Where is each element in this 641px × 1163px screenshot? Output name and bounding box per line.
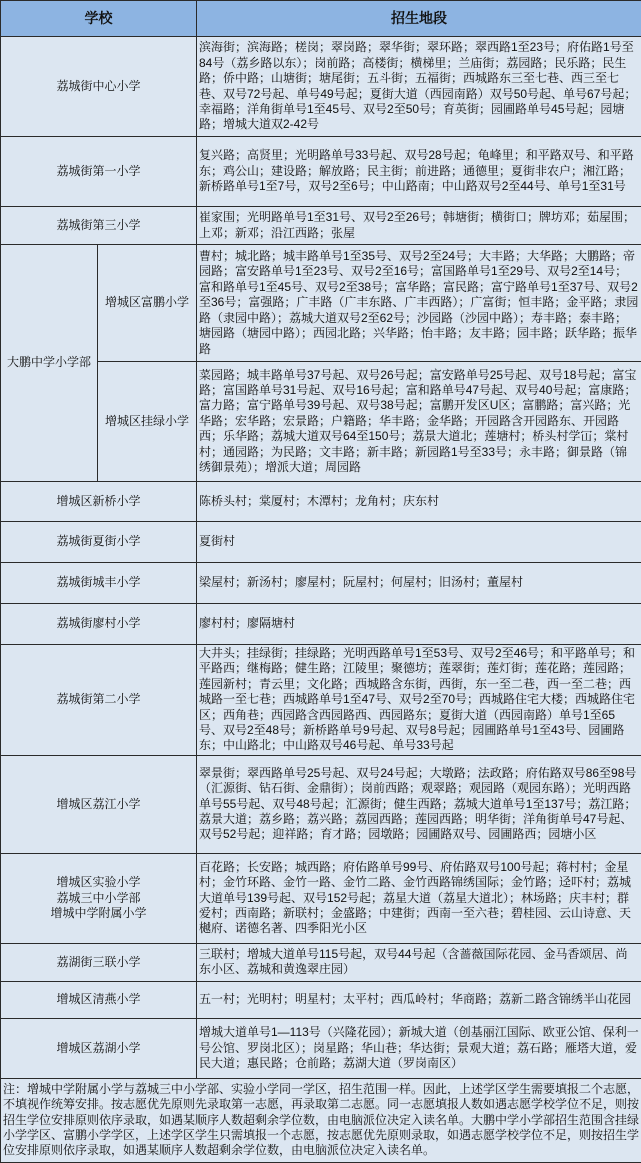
group-school-name: 大鹏中学小学部 bbox=[1, 245, 98, 482]
school-name: 荔湖街三联小学 bbox=[1, 943, 197, 981]
school-name: 荔城街城丰小学 bbox=[1, 563, 197, 604]
table-row bbox=[1, 207, 641, 245]
table-row bbox=[1, 522, 641, 563]
school-name: 增城区荔湖小学 bbox=[1, 1018, 197, 1078]
enrollment-area: 梁屋村；新汤村；廖屋村；阮屋村；何屋村；旧汤村；董屋村 bbox=[197, 563, 641, 604]
school-name: 增城区荔江小学 bbox=[1, 755, 197, 853]
table-row bbox=[1, 37, 641, 137]
table-row bbox=[1, 981, 641, 1018]
school-name: 荔城街廖村小学 bbox=[1, 604, 197, 645]
school-name: 增城区富鹏小学 bbox=[98, 245, 197, 362]
table-row bbox=[1, 645, 641, 756]
school-name: 荔城街第一小学 bbox=[1, 137, 197, 207]
table-row bbox=[1, 943, 641, 981]
table-row bbox=[1, 604, 641, 645]
note-row bbox=[1, 1078, 641, 1162]
table-row bbox=[1, 755, 641, 853]
school-name: 增城区实验小学 荔城三中小学部 增城中学附属小学 bbox=[1, 853, 197, 943]
header-school: 学校 bbox=[1, 1, 197, 37]
enrollment-area: 五一村；光明村；明星村；太平村；西瓜岭村；华商路；荔新二路含锦绣半山花园 bbox=[197, 981, 641, 1018]
enrollment-area: 增城大道单号1—113号（兴隆花园）；新城大道（创基丽江国际、欧亚公馆、保利一号公馆、罗岗北区）；岗星路；华山巷；华达街；景观大道；荔石路；雁塔大道，爱民大道；惠民路；仓前路；荔湖大道（罗岗南区） bbox=[197, 1018, 641, 1078]
enrollment-area: 翠景街；翠西路单号25号起、双号24号起；大墩路；法政路；府佑路双号86至98号（汇源街、钻石街、金鼎街）；岗前西路；观翠路；观园路（观园东路）；光明西路单号55号起、双号48号起；汇源街；健生西路；荔城大道单号1至137号；荔江路；荔景大道；荔乡路；荔兴路；荔园西路；莲园西路；明华街；洋角街单号47号起、双号52号起；迎祥路；育才路；园墩路；园圃路双号、园圃路西；园塘小区 bbox=[197, 755, 641, 853]
enrollment-area: 陈桥头村；棠厦村；木潭村；龙角村；庆东村 bbox=[197, 482, 641, 522]
school-name: 荔城街中心小学 bbox=[1, 37, 197, 137]
school-name: 增城区清燕小学 bbox=[1, 981, 197, 1018]
enrollment-area: 三联村；增城大道单号115号起，双号44号起（含蔷薇国际花园、金马香颂居、尚东小区、荔城和黄逸翠庄园） bbox=[197, 943, 641, 981]
school-name: 增城区新桥小学 bbox=[1, 482, 197, 522]
enrollment-area: 夏街村 bbox=[197, 522, 641, 563]
school-name: 荔城街夏街小学 bbox=[1, 522, 197, 563]
table-row bbox=[1, 482, 641, 522]
enrollment-area: 廖村村；廖隔塘村 bbox=[197, 604, 641, 645]
header-area: 招生地段 bbox=[197, 1, 641, 37]
table-row bbox=[1, 563, 641, 604]
enrollment-area: 百花路；长安路；城西路；府佑路单号99号、府佑路双号100号起；蒋村村；金星村；金竹环路、金竹一路、金竹二路、金竹西路锦绣国际；金竹路；迳吓村；荔城大道单号139号起、双号152号起；荔星大道（荔星大道北）；林场路；庆丰村；群爱村；西南路；新联村；金盛路；中建街；西南一至六巷；碧桂园、云山诗意、天樾府、诺德名著、四季阳光小区 bbox=[197, 853, 641, 943]
enrollment-area: 菜园路；城丰路单号37号起、双号26号起；富安路单号25号起、双号18号起；富宝路；富国路单号31号起、双号16号起；富和路单号47号起、双号40号起；富康路；富力路；富宁路单号39号起、双号38号起；富鹏开发区U区；富鹏路；富兴路；光华路；宏华路；宏景路；户籍路；华丰路；金华路；开园路含开园路东、开园路西；乐华路；荔城大道双号64至150号；荔景大道北；莲塘村；桥头村学冚；棠村村；通园路；为民路；文丰路；新丰路；新园路1号至33号；永丰路；御景路（锦绣御景苑）；增派大道；周园路 bbox=[197, 362, 641, 482]
footnote: 注：增城中学附属小学与荔城三中小学部、实验小学同一学区，招生范围一样。因此，上述学区学生需要填报二个志愿，不填视作统筹安排。按志愿优先原则先录取第一志愿，再录取第二志愿。同一志愿填报人数如遇志愿学校学位不足，则按招生学位安排原则依序录取，如遇某顺序人数超剩余学位数，由电脑派位决定入读名单。大鹏中学小学部招生范围含挂绿小学学区、富鹏小学学区，上述学区学生只需填报一个志愿，按志愿优先原则录取，如遇志愿学校学位不足，则按招生学位安排原则依序录取，如遇某顺序人数超剩余学位数，由电脑派位决定入读名单。 bbox=[1, 1078, 641, 1162]
school-name: 荔城街第三小学 bbox=[1, 207, 197, 245]
header-row bbox=[1, 1, 641, 37]
enrollment-area: 滨海街；滨海路；槎岗；翠岗路；翠华街；翠环路；翠西路1至23号；府佑路1号至84号（荔乡路以东）；岗前路；高楼街；横梯里；兰庙街；荔园路；民乐路；民生路；侨中路；山塘街；塘尾街；五斗街；五福街；西城路东三至七巷、西三至七巷、双号72号起、单号49号起；夏街大道（西园南路）双号50号起、单号67号起；幸福路；洋角街单号1至45号、双号2至50号；育英街；园圃路单号45号起；园塘路；增城大道双2-42号 bbox=[197, 37, 641, 137]
enrollment-area: 崔家围；光明路单号1至31号、双号2至26号；韩塘街；横街口；牌坊邓；茹屋围；上邓；新邓；沿江西路；张屋 bbox=[197, 207, 641, 245]
table-row bbox=[1, 1018, 641, 1078]
table-row bbox=[1, 362, 641, 482]
enrollment-area: 大井头；挂绿街；挂绿路；光明西路单号1至53号、双号2至46号；和平路单号；和平路西；继梅路；健生路；江陵里；聚德坊；莲翠街；莲灯街；莲花路；莲园路；莲园新村；青云里；文化路；西城路含东街，西街，东一至二巷，西一至二巷；西城路一至七巷；西城路单号1至47号、双号2至70号；西城路住宅大楼；西城路住宅区；西角巷；西园路含西园路西、西园路东；夏街大道（西园南路）单号1至65号、双号2至48号；新桥路单号9号起、双号8号起；园圃路单号1至43号、园圃路东；中山路北；中山路双号46号起、单号33号起 bbox=[197, 645, 641, 756]
table-row bbox=[1, 853, 641, 943]
enrollment-area: 曹村；城北路；城丰路单号1至35号、双号2至24号；大丰路；大华路；大鹏路；帝园路；富安路单号1至23号、双号2至16号；富国路单号1至29号、双号2至14号；富和路单号1至45号、双号2至38号；富华路；富民路；富宁路单号1至37号、双号2至36号；富强路；广丰路（广丰东路、广丰西路）；广富街；恒丰路；金平路；隶园路（隶园中路）；荔城大道双号2至62号；沙园路（沙园中路）；寿丰路；泰丰路；塘园路（塘园中路）；西园北路；兴华路；怡丰路；友丰路；园丰路；跃华路；振华路 bbox=[197, 245, 641, 362]
school-name: 荔城街第二小学 bbox=[1, 645, 197, 756]
table-row bbox=[1, 137, 641, 207]
table-row bbox=[1, 245, 641, 362]
enrollment-area: 复兴路；高贤里；光明路单号33号起、双号28号起；龟峰里；和平路双号、和平路东；鸡公山；建设路；解放路；民主街；前进路；通德里；夏街非农户；湘江路；新桥路单号1至7号，双号2至6号；中山路南；中山路双号2至44号、单号1至31号 bbox=[197, 137, 641, 207]
school-name: 增城区挂绿小学 bbox=[98, 362, 197, 482]
